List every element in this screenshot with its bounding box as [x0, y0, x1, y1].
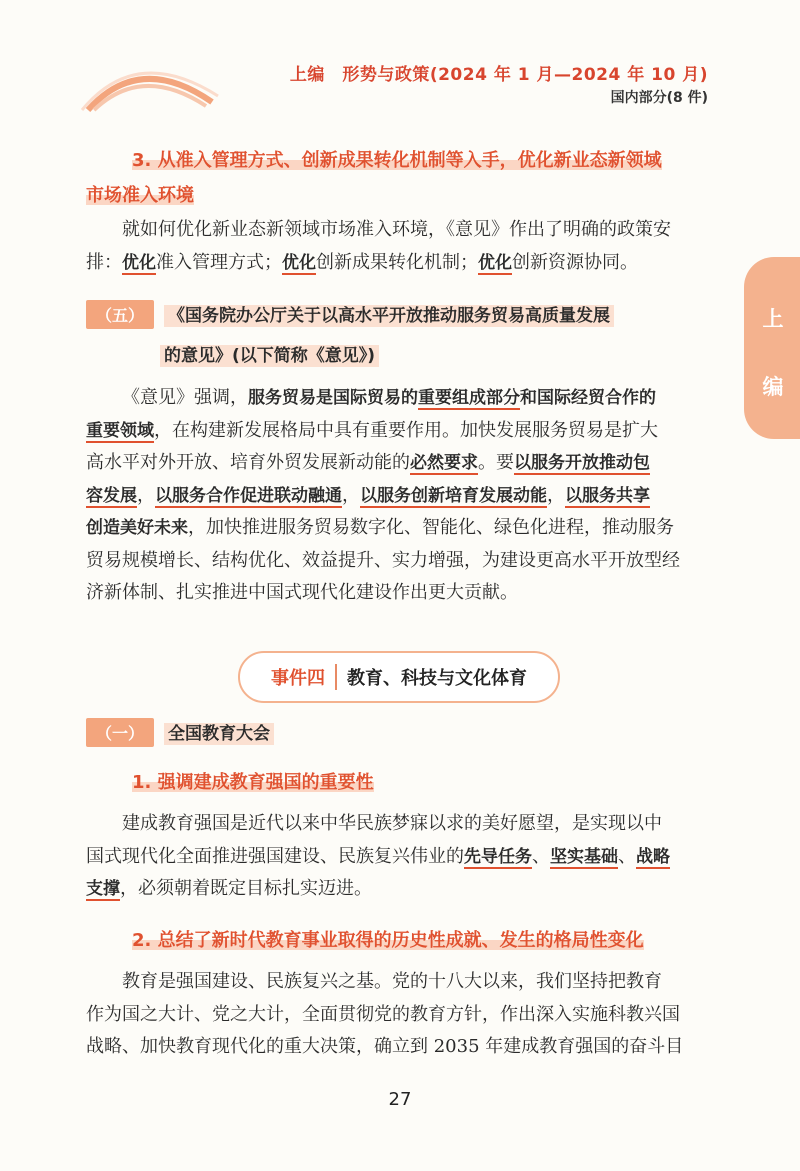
- section-3-heading-line1: 3. 从准入管理方式、创新成果转化机制等入手，优化新业态新领域: [132, 150, 662, 171]
- side-tab: [744, 257, 800, 439]
- section-5-heading-line2: 的意见》(以下简称《意见》): [160, 341, 379, 366]
- side-tab-char-2: 编: [762, 375, 784, 399]
- education-paragraph-1: 建成教育强国是近代以来中华民族梦寐以求的美好愿望，是实现以中 国式现代化全面推进强国建设、民族复兴伟业的先导任务、坚实基础、战略 支撑，必须朝着既定目标扎实迈进。: [86, 813, 670, 899]
- section-5-tag: （五）: [86, 300, 154, 329]
- section-3-heading-line2: 市场准入环境: [86, 185, 194, 206]
- event-banner: [238, 651, 560, 703]
- running-header-subtitle: 国内部分(8 件): [610, 90, 708, 106]
- education-subheading-1: 1. 强调建成教育强国的重要性: [132, 772, 374, 793]
- event-label: 事件四: [271, 664, 337, 690]
- running-header-title: 上编 形势与政策(2024 年 1 月—2024 年 10 月): [289, 65, 708, 85]
- page-number: 27: [388, 1089, 412, 1110]
- side-tab-char-1: 上: [762, 307, 784, 331]
- education-paragraph-2: 教育是强国建设、民族复兴之基。党的十八大以来，我们坚持把教育 作为国之大计、党之大计，全面贯彻党的教育方针，作出深入实施科教兴国 战略、加快教育现代化的重大决策，确立到 2035 年建成教育强国的奋斗目: [86, 971, 684, 1057]
- header-arc-decoration: [80, 62, 220, 112]
- section-5-heading: （五） 《国务院办公厅关于以高水平开放推动服务贸易高质量发展: [86, 300, 614, 329]
- education-heading: （一） 全国教育大会: [86, 718, 274, 747]
- event-title: 教育、科技与文化体育: [347, 668, 527, 689]
- education-subheading-2: 2. 总结了新时代教育事业取得的历史性成就、发生的格局性变化: [132, 930, 644, 951]
- section-5-paragraph: 《意见》强调，服务贸易是国际贸易的重要组成部分和国际经贸合作的 重要领域，在构建新发展格局中具有重要作用。加快发展服务贸易是扩大 高水平对外开放、培育外贸发展新动能的必然要求。要以服务开放推动包 容发展，以服务合作促进联动融通，以服务创新培育发展动能，以服务共享 创造美好未来，加快推进服务贸易数字化、智能化、绿色化进程，推动服务 贸易规模增长、结构优化、效益提升、实力增强，为建设更高水平开放型经 济新体制、扎实推进中国式现代化建设作出更大贡献。: [86, 387, 680, 603]
- section-3-paragraph: 就如何优化新业态新领域市场准入环境，《意见》作出了明确的政策安 排：优化准入管理方式；优化创新成果转化机制；优化创新资源协同。: [86, 219, 671, 273]
- education-tag: （一）: [86, 718, 154, 747]
